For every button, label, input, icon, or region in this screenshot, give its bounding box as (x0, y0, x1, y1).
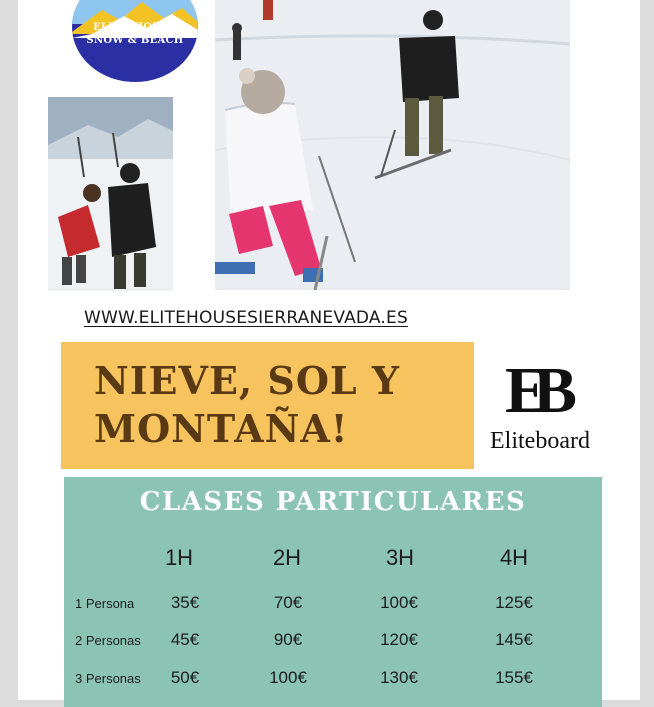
price-cell: 120€ (380, 630, 418, 649)
col-header-4h: 4H (499, 545, 529, 570)
col-header-1h: 1H (164, 545, 194, 570)
ski-lesson-photo-large (215, 0, 570, 290)
headline-line-1: NIEVE, SOL Y (94, 358, 400, 403)
price-cell: 155€ (495, 668, 533, 687)
private-lessons-price-table (64, 477, 602, 707)
row-label-1-persona: 1 Persona (75, 596, 135, 611)
col-header-3h: 3H (385, 545, 415, 570)
price-cell: 100€ (269, 668, 307, 687)
eliteboard-monogram: EB (504, 354, 562, 427)
price-cell: 45€ (170, 630, 200, 649)
elite-house-logo (72, 0, 198, 82)
eliteboard-name: Eliteboard (490, 428, 590, 454)
eliteboard-logo (478, 354, 602, 454)
col-header-2h: 2H (272, 545, 302, 570)
logo-line-1: ELITE-HOUSE (93, 22, 177, 33)
headline-banner (61, 342, 474, 469)
price-table-title: CLASES PARTICULARES (139, 487, 527, 517)
ski-lesson-photo-small (48, 97, 173, 291)
row-label-3-personas: 3 Personas (75, 671, 141, 686)
price-cell: 50€ (170, 668, 200, 687)
logo-line-2: SNOW & BEACH (86, 35, 184, 46)
price-cell: 90€ (273, 630, 303, 649)
price-cell: 145€ (495, 630, 533, 649)
price-cell: 35€ (170, 593, 200, 612)
price-cell: 130€ (380, 668, 418, 687)
price-cell: 70€ (273, 593, 303, 612)
headline-line-2: MONTAÑA! (94, 406, 349, 451)
row-label-2-personas: 2 Personas (75, 633, 141, 648)
price-cell: 125€ (495, 593, 533, 612)
price-cell: 100€ (380, 593, 418, 612)
website-link[interactable]: WWW.ELITEHOUSESIERRANEVADA.ES (84, 308, 408, 328)
